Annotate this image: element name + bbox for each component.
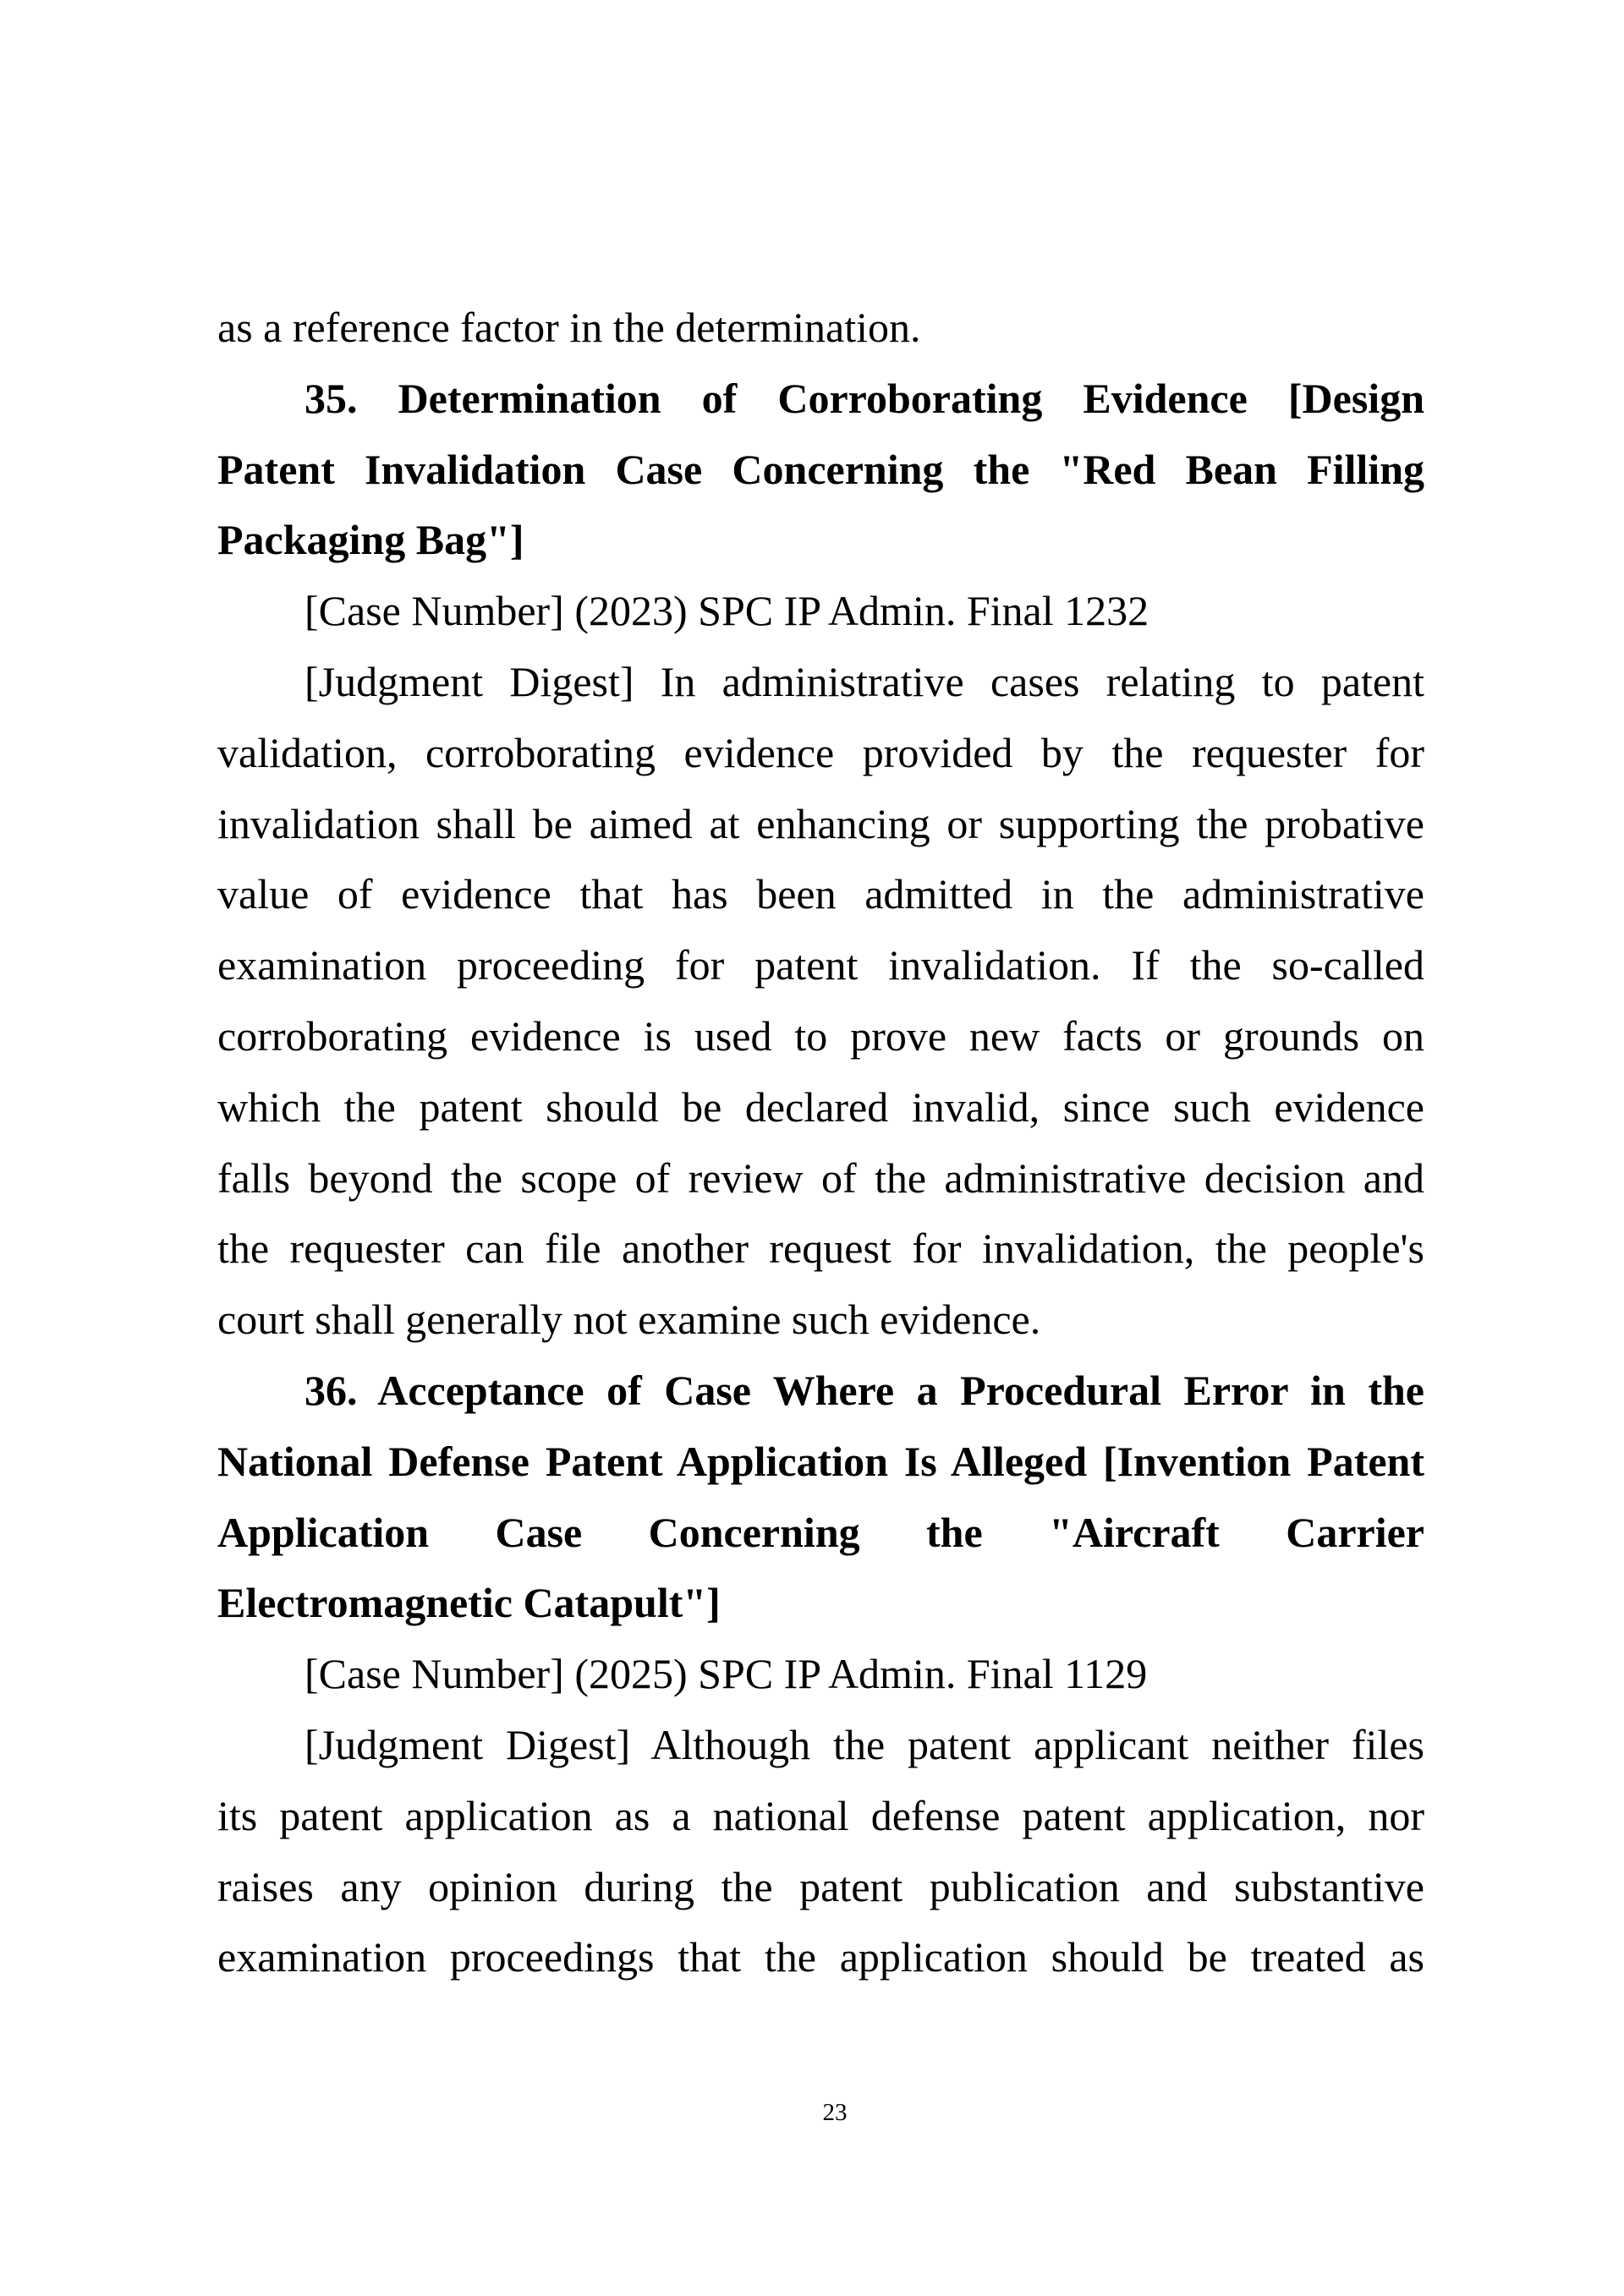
heading-line: 35. Determination of Corroborating Evidence [Design <box>304 374 1424 422</box>
page-number: 23 <box>822 2099 848 2126</box>
digest-line: its patent application as a national defense patent application, nor <box>217 1791 1424 1839</box>
heading-line: Patent Invalidation Case Concerning the "Red Bean Filling <box>217 445 1424 493</box>
section-35-judgment-digest <box>217 647 1424 1356</box>
digest-line: falls beyond the scope of review of the administrative decision and <box>217 1153 1424 1202</box>
digest-line: examination proceeding for patent invalidation. If the so-called <box>217 941 1424 989</box>
digest-line: raises any opinion during the patent publication and substantive <box>217 1862 1424 1910</box>
heading-line: Electromagnetic Catapult"] <box>217 1579 721 1627</box>
section-36-heading <box>217 1356 1424 1639</box>
heading-line: National Defense Patent Application Is Alleged [Invention Patent <box>217 1437 1424 1485</box>
heading-line: 36. Acceptance of Case Where a Procedural Error in the <box>304 1366 1424 1414</box>
continued-paragraph-line: as a reference factor in the determination. <box>217 304 921 351</box>
digest-line: court shall generally not examine such evidence. <box>217 1296 1041 1344</box>
digest-line: the requester can file another request for invalidation, the people's <box>217 1225 1424 1273</box>
section-36 <box>217 1356 1424 1993</box>
digest-line: examination proceedings that the application should be treated as <box>217 1933 1424 1981</box>
digest-line: [Judgment Digest] In administrative cases relating to patent <box>304 657 1424 705</box>
digest-line: which the patent should be declared invalid, since such evidence <box>217 1082 1424 1131</box>
digest-line: value of evidence that has been admitted in the administrative <box>217 870 1424 918</box>
section-35-heading <box>217 364 1424 576</box>
section-36-judgment-digest <box>217 1710 1424 1993</box>
digest-line: invalidation shall be aimed at enhancing or supporting the probative <box>217 799 1424 847</box>
heading-line: Application Case Concerning the "Aircraft Carrier <box>217 1508 1424 1556</box>
digest-line: corroborating evidence is used to prove new facts or grounds on <box>217 1011 1424 1060</box>
section-35-case-number: [Case Number] (2023) SPC IP Admin. Final 1232 <box>304 587 1149 635</box>
digest-line: [Judgment Digest] Although the patent applicant neither files <box>304 1720 1424 1768</box>
heading-line: Packaging Bag"] <box>217 516 524 564</box>
digest-line: validation, corroborating evidence provided by the requester for <box>217 728 1424 776</box>
section-35 <box>217 364 1424 1356</box>
section-36-case-number: [Case Number] (2025) SPC IP Admin. Final 1129 <box>304 1650 1148 1698</box>
page-body <box>217 293 1424 1993</box>
